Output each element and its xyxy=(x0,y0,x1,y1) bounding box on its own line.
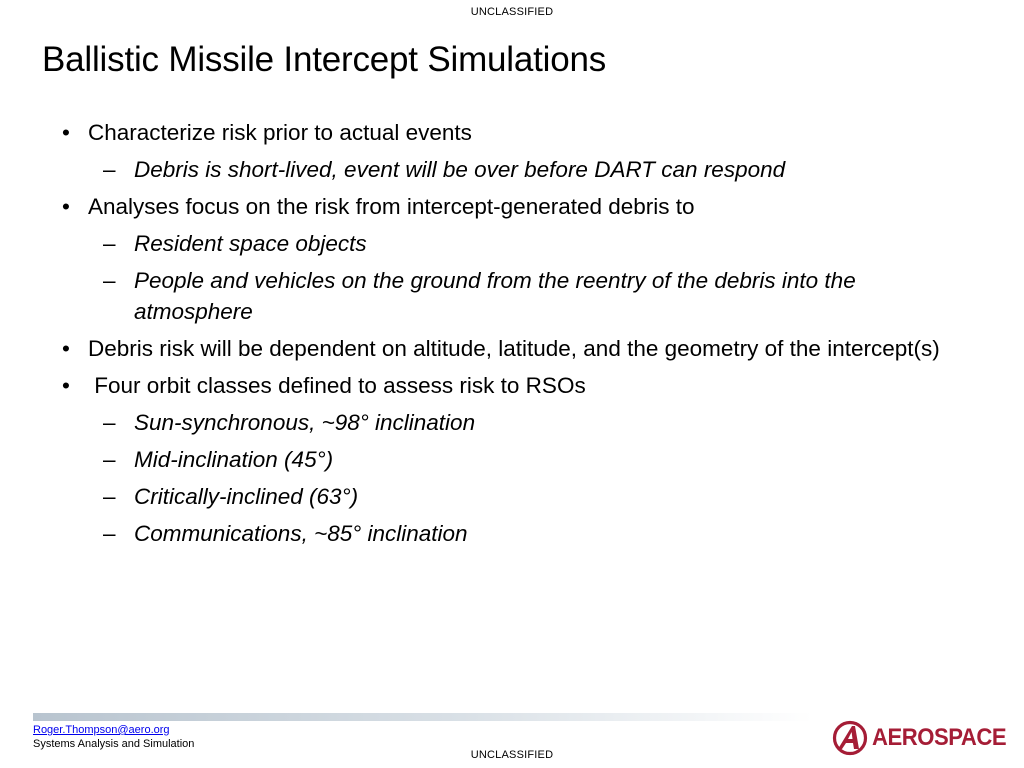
sub-bullet-text: Mid-inclination (45°) xyxy=(134,447,334,472)
bullet-marker: • xyxy=(62,194,70,219)
bullet-text: Analyses focus on the risk from intercept-generated debris to xyxy=(88,194,695,219)
sub-bullet-list xyxy=(88,154,942,185)
bullet-marker: • xyxy=(62,336,70,361)
sub-bullet-list xyxy=(88,407,942,549)
sub-bullet-item xyxy=(88,228,942,259)
bullet-marker: • xyxy=(62,373,70,398)
sub-bullet-marker: – xyxy=(103,231,116,256)
sub-bullet-text: Debris is short-lived, event will be over before DART can respond xyxy=(134,157,786,182)
bullet-item xyxy=(62,370,942,549)
sub-bullet-item xyxy=(88,407,942,438)
sub-bullet-text: Critically-inclined (63°) xyxy=(134,484,359,509)
sub-bullet-item xyxy=(88,154,942,185)
bullet-text: Characterize risk prior to actual events xyxy=(88,120,472,145)
department-label: Systems Analysis and Simulation xyxy=(33,738,195,750)
sub-bullet-marker: – xyxy=(103,268,116,293)
sub-bullet-text: Sun-synchronous, ~98° inclination xyxy=(134,410,476,435)
bullet-marker: • xyxy=(62,120,70,145)
footer-divider-bar xyxy=(33,713,813,721)
sub-bullet-marker: – xyxy=(103,410,116,435)
bullet-item xyxy=(62,191,942,327)
sub-bullet-marker: – xyxy=(103,157,116,182)
bullet-text: Four orbit classes defined to assess risk to RSOs xyxy=(88,373,586,398)
bullet-list xyxy=(62,117,942,555)
sub-bullet-item xyxy=(88,518,942,549)
sub-bullet-item xyxy=(88,481,942,512)
slide-title: Ballistic Missile Intercept Simulations xyxy=(42,40,607,79)
bullet-text: Debris risk will be dependent on altitude, latitude, and the geometry of the intercept(s) xyxy=(88,336,940,361)
sub-bullet-marker: – xyxy=(103,484,116,509)
bullet-item xyxy=(62,117,942,185)
bullet-item xyxy=(62,333,942,364)
sub-bullet-marker: – xyxy=(103,521,116,546)
sub-bullet-text: Communications, ~85° inclination xyxy=(134,521,468,546)
sub-bullet-item xyxy=(88,265,942,327)
sub-bullet-text: Resident space objects xyxy=(134,231,367,256)
author-email-link[interactable]: Roger.Thompson@aero.org xyxy=(33,724,170,736)
sub-bullet-text: People and vehicles on the ground from the reentry of the debris into the atmosphere xyxy=(134,268,856,324)
sub-bullet-marker: – xyxy=(103,447,116,472)
sub-bullet-list xyxy=(88,228,942,327)
classification-bottom: UNCLASSIFIED xyxy=(470,749,554,761)
sub-bullet-item xyxy=(88,444,942,475)
logo-wordmark: AEROSPACE xyxy=(872,724,1007,751)
classification-top: UNCLASSIFIED xyxy=(470,6,554,18)
